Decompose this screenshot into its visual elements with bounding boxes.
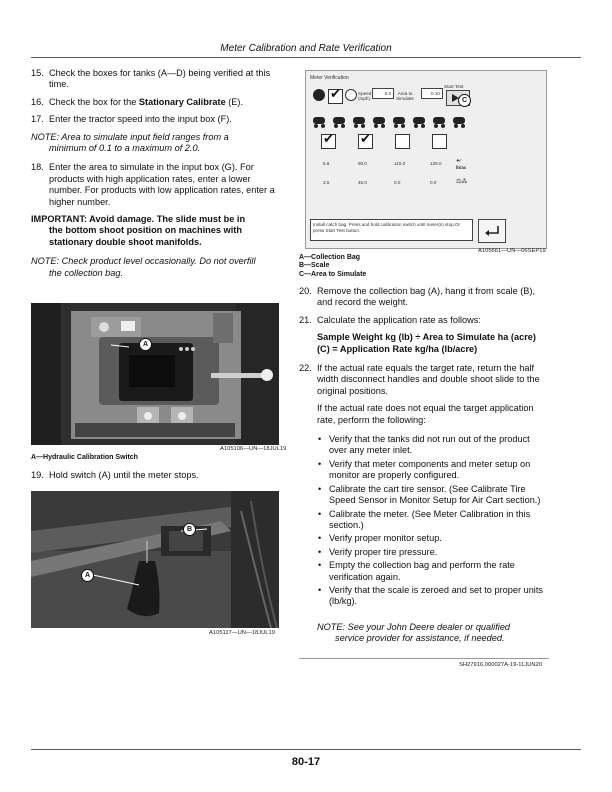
- step-number: 15.: [31, 68, 44, 78]
- step-text: Check the boxes for tanks (A—D) being verified at this time.: [49, 68, 271, 90]
- caption-collection-bag: A—Collection Bag: [299, 254, 361, 261]
- note-line: NOTE: Check product level occasionally. Do not overfill: [31, 256, 256, 267]
- left-column: [31, 68, 279, 287]
- page-header-title: Meter Calibration and Rate Verification: [220, 43, 392, 54]
- start-test-label: Start Test: [444, 84, 464, 89]
- list-item: • Verify that the scale is zeroed and set to proper units (lb/kg).: [317, 585, 549, 608]
- important-line: the bottom shoot position on machines with stationary double shoot manifolds.: [49, 225, 242, 247]
- tank-a-checkbox[interactable]: [321, 134, 336, 149]
- list-item: • Empty the collection bag and perform the rate verification again.: [317, 560, 549, 583]
- screen-title: Meter Verification: [310, 75, 349, 81]
- list-item: • Verify proper monitor setup.: [317, 533, 549, 544]
- area-to-simulate-input[interactable]: 0.10: [421, 88, 443, 99]
- step-text: Hold switch (A) until the meter stops.: [49, 470, 199, 480]
- speedometer-icon: [345, 89, 357, 101]
- step-number: 16.: [31, 96, 44, 107]
- row2-value-b: 45.0: [358, 180, 367, 185]
- figure-id: A105661—UN—06SEP19: [478, 248, 546, 254]
- step-number: 21.: [299, 314, 312, 325]
- collection-bag-photo: [31, 491, 279, 628]
- step-21: [299, 315, 549, 326]
- back-button[interactable]: [478, 219, 506, 243]
- rate-icon: ✦∕: [456, 158, 461, 163]
- important-line: IMPORTANT: Avoid damage. The slide must be in: [31, 214, 246, 225]
- tank-d-checkbox[interactable]: [432, 134, 447, 149]
- right-column: [299, 286, 549, 653]
- note-line: service provider for assistance, if needed.: [335, 633, 505, 644]
- list-item: • Verify that the tanks did not run out of the product over any meter inlet.: [317, 434, 549, 457]
- figure-caption: A—Hydraulic Calibration Switch: [31, 454, 138, 461]
- application-rate-formula: Sample Weight kg (lb) ÷ Area to Simulate ha (acre) (C) = Application Rate kg/ha (lb/acre): [317, 332, 536, 354]
- row1-value-b: 90.0: [358, 161, 367, 166]
- step-17: [31, 114, 279, 125]
- hydraulic-switch-illustration: [31, 303, 279, 445]
- step-19: [31, 470, 279, 487]
- list-item: • Calibrate the meter. (See Meter Calibration in this section.): [317, 509, 549, 532]
- step-number: 17.: [31, 114, 44, 125]
- step-number: 20.: [299, 286, 312, 296]
- note-area-range: [31, 132, 279, 155]
- caption-area-to-simulate: C—Area to Simulate: [299, 270, 367, 278]
- document-code: SH27916,000027A-19-11JUN20: [459, 662, 543, 668]
- page-number: 80-17: [291, 756, 321, 768]
- tank-c-checkbox[interactable]: [395, 134, 410, 149]
- step-text: Calculate the application rate as follows:: [317, 314, 481, 325]
- callout-c: C: [458, 94, 471, 107]
- caption-scale: B—Scale: [299, 262, 330, 270]
- calibrate-icon: [313, 89, 325, 101]
- figure-id: A105106—UN—18JUL19: [220, 446, 287, 452]
- step-16: [31, 97, 279, 108]
- stationary-calibrate-checkbox[interactable]: [328, 89, 343, 104]
- step-text: Enter the area to simulate in the input box (G). For products with high application rates, enter a lower number. For products with low application rates, enter a higher number.: [49, 162, 275, 207]
- header-rule: [31, 57, 581, 58]
- verification-checklist: [317, 434, 549, 608]
- tank-icons-row: [311, 113, 476, 129]
- row1-value-a: 5.6: [323, 161, 330, 166]
- list-item: • Verify that meter components and meter setup on monitor are properly configured.: [317, 459, 549, 482]
- note-line: NOTE: Area to simulate input field ranges from a: [31, 131, 229, 142]
- step-number: 18.: [31, 162, 44, 173]
- list-item: • Calibrate the cart tire sensor. (See Calibrate Tire Speed Sensor in Monitor Setup for Air Cart section.): [317, 484, 549, 507]
- speed-input[interactable]: 5.0: [372, 88, 394, 99]
- row1-value-d: 128.0: [430, 161, 442, 166]
- step-number: 22.: [299, 363, 312, 374]
- step-text: If the actual rate equals the target rate, return the half width disconnect handles and double shoot slide to the original positions.: [317, 363, 540, 396]
- figure-id: A105117—UN—18JUL19: [209, 630, 275, 636]
- weight-icon: ⚖⁂: [456, 179, 468, 185]
- area-to-simulate-label: Area to Simulate: [396, 91, 414, 101]
- step-text: Check the box for the: [49, 96, 139, 107]
- important-notice: [31, 214, 279, 248]
- return-arrow-icon: [479, 220, 505, 242]
- figure-captions: [299, 254, 366, 279]
- step-text-bold: Stationary Calibrate: [138, 96, 226, 107]
- rate-unit: lb/ac: [456, 165, 467, 170]
- callout-b: B: [183, 523, 196, 536]
- row1-value-c: 110.0: [394, 161, 406, 166]
- row2-value-d: 0.0: [430, 180, 437, 185]
- tank-b-checkbox[interactable]: [358, 134, 373, 149]
- list-item: • Verify proper tire pressure.: [317, 547, 549, 558]
- callout-a: A: [139, 338, 152, 351]
- hydraulic-switch-photo: [31, 303, 279, 445]
- step-text: (E).: [225, 96, 244, 107]
- note-line: minimum of 0.1 to a maximum of 2.0.: [49, 143, 201, 154]
- step-text: Remove the collection bag (A), hang it from scale (B), and record the weight.: [317, 286, 536, 308]
- step-22: [299, 363, 549, 397]
- note-line: the collection bag.: [49, 267, 124, 278]
- step-number: 19.: [31, 470, 44, 480]
- collection-bag-illustration: [31, 491, 279, 628]
- row2-value-c: 0.0: [394, 180, 401, 185]
- step-20: [299, 286, 549, 309]
- step-15: [31, 68, 279, 91]
- footer-rule: [31, 749, 581, 750]
- row2-value-a: 2.5: [323, 180, 330, 185]
- rate-mismatch-paragraph: If the actual rate does not equal the target application rate, perform the following:: [317, 403, 534, 425]
- note-product-level: [31, 256, 279, 279]
- step-text: Enter the tractor speed into the input box (F).: [49, 114, 232, 125]
- instruction-message: Install catch bag. Press and hold calibration switch until meter(s) stop.Or press Start Test button.: [310, 219, 473, 241]
- meter-verification-screen: [305, 70, 547, 249]
- dealer-note: [317, 622, 549, 645]
- section-end-rule: [299, 658, 549, 659]
- callout-a: A: [81, 569, 94, 582]
- step-18: [31, 162, 279, 208]
- speed-label: Speed (mph): [358, 91, 372, 101]
- note-line: NOTE: See your John Deere dealer or qualified: [317, 621, 511, 632]
